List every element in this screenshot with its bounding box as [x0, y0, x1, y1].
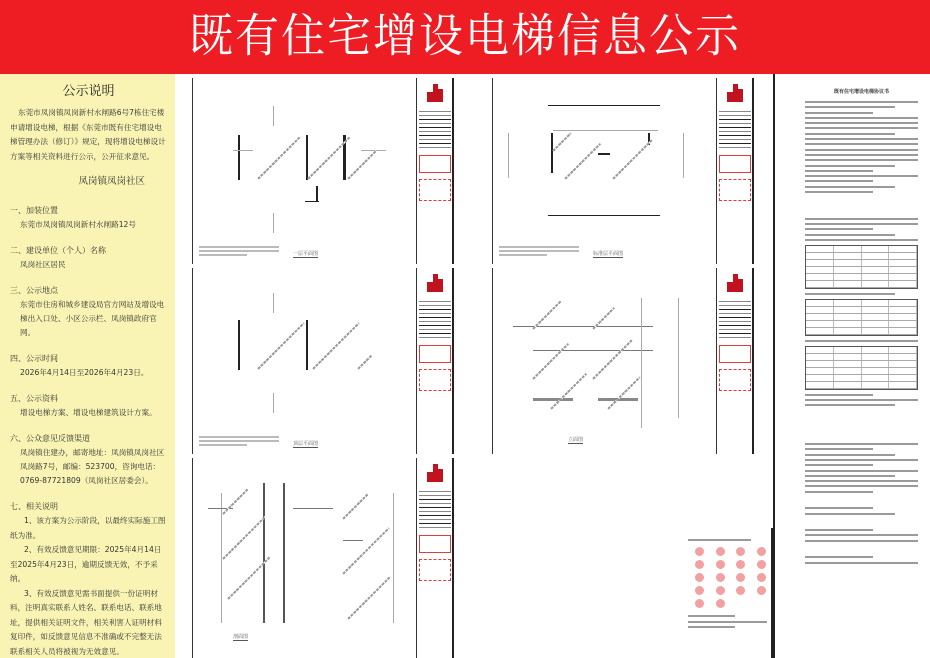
company-logo-icon: [426, 464, 444, 482]
drawing-sheet-plan-3: [192, 268, 454, 454]
section-body: 东莞市凤岗镇凤岗新村水闸路12号: [20, 220, 136, 229]
note-item: 2、有效反馈意见期限：2025年4月14日至2025年4月23日，逾期反馈无效，不予采纳。: [10, 545, 162, 583]
section-body: 凤岗社区居民: [20, 260, 66, 269]
section-feedback: [10, 432, 167, 488]
notice-organization: 凤岗镇凤岗社区: [78, 176, 145, 187]
section-title: 七、相关说明: [10, 502, 58, 511]
company-logo-icon: [726, 84, 744, 102]
floor-plan-drawing: [193, 268, 416, 454]
section-title: 五、公示资料: [10, 394, 58, 403]
sheet-caption: 顶层平面图: [293, 441, 319, 447]
approval-stamp: [419, 559, 451, 581]
title-block: [716, 268, 752, 454]
agreement-document: [773, 74, 930, 658]
section-title: 三、公示地点: [10, 286, 58, 295]
title-block: [416, 458, 452, 658]
review-stamp: [419, 345, 451, 363]
section-title: 六、公众意见反馈渠道: [10, 434, 90, 443]
company-logo-icon: [426, 274, 444, 292]
share-table: [805, 299, 918, 336]
section-drawing: [193, 458, 416, 658]
owner-signature-sheet: [684, 528, 773, 658]
section-materials: [10, 392, 167, 420]
title-block: [416, 78, 452, 264]
section-notes: [10, 500, 167, 658]
note-item: 3、有效反馈意见需书面提供一份证明材料，注明真实联系人姓名、联系电话、联系地址，提供相关证明文件，相关利害人证明材料复印件，如反馈意见信息不准确或不完整无法联系相关人员将被视为无效意见。: [10, 588, 162, 656]
sheet-caption: 立面图: [568, 437, 584, 443]
company-logo-icon: [726, 274, 744, 292]
floor-plan-drawing: [193, 78, 416, 264]
section-body: 增设电梯方案、增设电梯建筑设计方案。: [20, 408, 157, 417]
notice-sidebar: [0, 74, 175, 658]
section-title: 一、加装位置: [10, 206, 58, 215]
approval-stamp: [419, 369, 451, 391]
sheet-caption: 一层平面图: [293, 251, 319, 257]
review-stamp: [419, 535, 451, 553]
document-title: 既有住宅增设电梯协议书: [833, 89, 889, 95]
drawing-sheet-plan-2: [492, 78, 754, 264]
signature-grid: [688, 547, 767, 607]
sheet-caption: 标准层平面图: [593, 251, 624, 257]
title-block: [416, 268, 452, 454]
approval-stamp: [719, 179, 751, 201]
floor-plan-drawing: [493, 78, 716, 264]
section-posting-place: [10, 284, 167, 340]
section-builder: [10, 244, 167, 272]
review-stamp: [719, 345, 751, 363]
review-stamp: [419, 155, 451, 173]
elevation-drawing: [493, 268, 716, 454]
section-posting-period: [10, 352, 167, 380]
title-banner: [0, 0, 930, 74]
section-title: 四、公示时间: [10, 354, 58, 363]
section-body: 2026年4月14日至2026年4月23日。: [20, 368, 149, 377]
title-block: [716, 78, 752, 264]
approval-stamp: [719, 369, 751, 391]
company-logo-icon: [426, 84, 444, 102]
section-body: 凤岗镇住建办，邮寄地址：凤岗镇凤岗社区凤岗路7号，邮编：523700，咨询电话：0769-87721809（凤岗社区居委会）。: [20, 448, 165, 485]
drawing-sheet-plan-1: [192, 78, 454, 264]
drawing-sheet-elevation: [492, 268, 754, 454]
drawing-sheet-section: [192, 458, 454, 658]
notice-heading: 公示说明: [62, 84, 115, 99]
section-title: 二、建设单位（个人）名称: [10, 246, 106, 255]
approval-stamp: [419, 179, 451, 201]
sheet-caption: 剖面图: [233, 634, 249, 640]
maintenance-table: [805, 346, 918, 390]
note-item: 1、该方案为公示阶段，以最终实际施工图纸为准。: [10, 516, 166, 540]
notice-intro: 东莞市凤岗镇凤岗新村水闸路6号7栋住宅楼申请增设电梯，根据《东莞市既有住宅增设电梯管理办法（修订）》规定，现将增设电梯设计方案等相关资料进行公示，公开征求意见。: [10, 108, 166, 161]
review-stamp: [719, 155, 751, 173]
fee-table: [805, 245, 918, 289]
section-location: [10, 204, 167, 232]
page-title: 既有住宅增设电梯信息公示: [189, 9, 741, 64]
section-body: 东莞市住房和城乡建设局官方网站及增设电梯出入口处、小区公示栏、凤岗镇政府官网。: [20, 300, 165, 337]
